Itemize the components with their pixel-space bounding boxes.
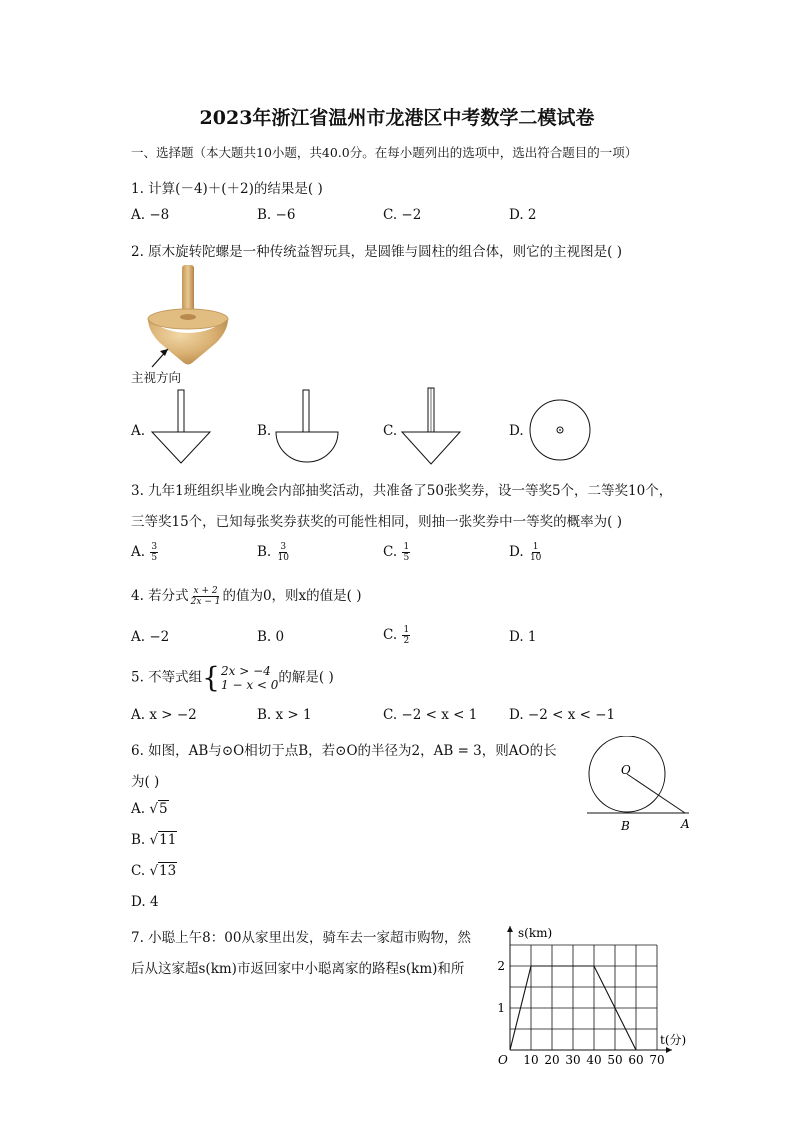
q6-line2: 为( ): [131, 774, 160, 790]
origin-label: O: [498, 1053, 508, 1067]
q1-option-b: B. −6: [257, 207, 296, 223]
x-axis-arrow: [666, 1047, 672, 1053]
x-tick-label-40: 40: [586, 1053, 602, 1067]
q5-option-d: D. −2 < x < −1: [509, 707, 616, 723]
q3-option-a: A. $\frac{3}{5}$: [131, 542, 158, 563]
q1-stem: 1. 计算(－4)＋(＋2)的结果是( ): [131, 181, 323, 197]
q6-label-b: B: [621, 819, 630, 833]
q5-option-c: C. −2 < x < 1: [383, 707, 478, 723]
y-axis-arrow: [507, 926, 513, 932]
q2-option-c: C.: [383, 423, 398, 439]
q6-option-c: C. √13: [131, 863, 177, 879]
q6-circle-figure: [585, 736, 695, 836]
q4-option-a: A. −2: [131, 629, 170, 645]
x-tick-label-10: 10: [523, 1053, 539, 1067]
y-axis-label: s(km): [518, 926, 553, 940]
q1-option-c: C. −2: [383, 207, 422, 223]
q4-stem: 4. 若分式 $\frac{x + 2}{2x - 1}$ 的值为0，则x的值是( ): [131, 586, 362, 607]
q7-distance-time-chart: [490, 918, 700, 1074]
q2-option-d: D.: [509, 423, 524, 439]
q6-option-d: D. 4: [131, 894, 159, 910]
q3-option-c: C. $\frac{1}{5}$: [383, 542, 410, 563]
chart-grid: [510, 945, 657, 1050]
q6-option-b: B. √11: [131, 832, 177, 848]
q1-option-d: D. 2: [509, 207, 537, 223]
q5-option-b: B. x > 1: [257, 707, 312, 723]
page-title: 2023年浙江省温州市龙港区中考数学二模试卷: [199, 107, 595, 129]
q2-option-b-figure: [274, 388, 340, 466]
x-tick-label-60: 60: [628, 1053, 644, 1067]
q6-label-o: O: [621, 763, 631, 777]
q4-option-c: C. $\frac{1}{2}$: [383, 625, 410, 646]
q4-option-d: D. 1: [509, 629, 537, 645]
q3-line2: 三等奖15个，已知每张奖券获奖的可能性相同，则抽一张奖券中一等奖的概率为( ): [131, 514, 623, 530]
y-tick-label-1: 1: [497, 1001, 505, 1015]
q2-option-c-figure: [400, 386, 464, 468]
q1-option-a: A. −8: [131, 207, 170, 223]
q5-stem: 5. 不等式组 { 2x > −4 1 − x < 0 的解是( ): [131, 661, 334, 694]
q2-option-a-figure: [150, 388, 214, 466]
q2-option-b: B.: [257, 423, 272, 439]
q6-label-a: A: [681, 817, 690, 831]
x-tick-label-50: 50: [607, 1053, 623, 1067]
x-tick-label-20: 20: [544, 1053, 560, 1067]
q6-option-a: A. √5: [131, 801, 168, 817]
q2-stem: 2. 原木旋转陀螺是一种传统益智玩具，是圆锥与圆柱的组合体，则它的主视图是( ): [131, 244, 622, 260]
section-heading: 一、选择题（本大题共10小题，共40.0分。在每小题列出的选项中，选出符合题目的一项）: [131, 145, 638, 160]
q6-line1: 6. 如图，AB与⊙O相切于点B，若⊙O的半径为2，AB = 3，则AO的长: [131, 743, 557, 759]
q2-option-d-figure: [528, 398, 592, 462]
spinning-top-image: [140, 263, 250, 373]
q3-option-d: D. $\frac{1}{10}$: [509, 542, 542, 563]
x-tick-label-70: 70: [649, 1053, 665, 1067]
q7-line2: 后从这家超s(km)市返回家中小聪离家的路程s(km)和所: [131, 961, 465, 977]
q3-line1: 3. 九年1班组织毕业晚会内部抽奖活动，共准备了50张奖券，设一等奖5个，二等奖10个，: [131, 483, 673, 499]
y-tick-label-2: 2: [497, 959, 505, 973]
q3-option-b: B. $\frac{3}{10}$: [257, 542, 289, 563]
q5-option-a: A. x > −2: [131, 707, 197, 723]
q7-line1: 7. 小聪上午8：00从家里出发，骑车去一家超市购物，然: [131, 930, 471, 946]
q4-option-b: B. 0: [257, 629, 285, 645]
x-tick-label-30: 30: [565, 1053, 581, 1067]
x-axis-label: t(分): [660, 1033, 687, 1047]
q2-image-caption: 主视方向: [131, 370, 182, 385]
q2-option-a: A.: [131, 423, 146, 439]
